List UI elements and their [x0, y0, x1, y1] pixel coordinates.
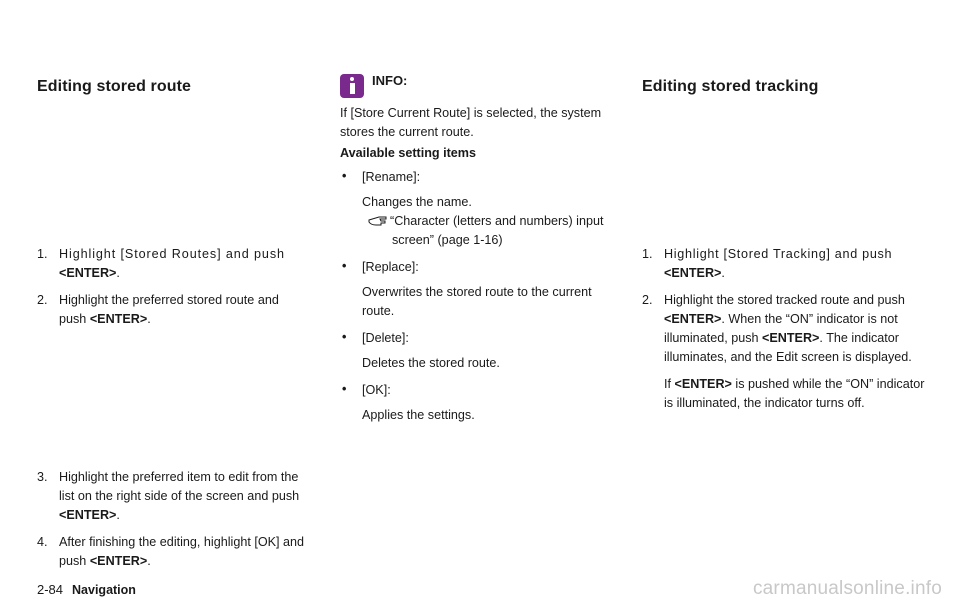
list-item-replace: • [Replace]: Overwrites the stored route to the current route.: [342, 259, 592, 318]
step-2: 2. Highlight the preferred stored route and push <ENTER>.: [37, 293, 279, 326]
watermark: carmanualsonline.info: [752, 578, 942, 599]
info-label: INFO:: [372, 72, 408, 88]
info-icon: [340, 74, 364, 98]
steps-list-bottom: [37, 468, 321, 579]
available-setting-items-heading: Available setting items: [340, 146, 477, 160]
list-item-delete: • [Delete]: Deletes the stored route.: [342, 330, 500, 370]
heading-editing-stored-route: Editing stored route: [37, 78, 191, 95]
info-text: If [Store Current Route] is selected, the system stores the current route.: [340, 106, 602, 139]
step-3: 3. Highlight the preferred item to edit from the list on the right side of the screen and push <ENTER>.: [37, 470, 300, 522]
tracking-steps-list: [642, 245, 926, 421]
page-footer: [37, 582, 136, 597]
tracking-step-2: 2. Highlight the stored tracked route and push <ENTER>. When the “ON” indicator is not illuminated, push <ENTER>. The indicator illuminates, and the Edit screen is displayed. If <ENTER> is pushed while the “ON” indicator is illuminated, the indicator turns off.: [642, 293, 925, 410]
steps-list-top: [37, 245, 321, 337]
page-number: 2-84: [37, 582, 64, 597]
heading-editing-stored-tracking: Editing stored tracking: [642, 78, 819, 95]
list-item-ok: • [OK]: Applies the settings.: [342, 382, 475, 422]
step-4: 4. After finishing the editing, highlight [OK] and push <ENTER>.: [37, 535, 305, 568]
info-block: [340, 74, 620, 433]
pointing-hand-icon: [368, 213, 388, 227]
step-1: 1. Highlight [Stored Routes] and push <ENTER>.: [37, 247, 285, 280]
tracking-step-1: 1. Highlight [Stored Tracking] and push <ENTER>.: [642, 247, 893, 280]
setting-items-list: [340, 168, 620, 425]
section-name: Navigation: [72, 583, 136, 597]
reference-note: “Character (letters and numbers) input screen” (page 1-16): [362, 212, 620, 250]
list-item-rename: • [Rename]: Changes the name. “Character (letters and numbers) input screen” (page 1-16): [340, 168, 620, 250]
